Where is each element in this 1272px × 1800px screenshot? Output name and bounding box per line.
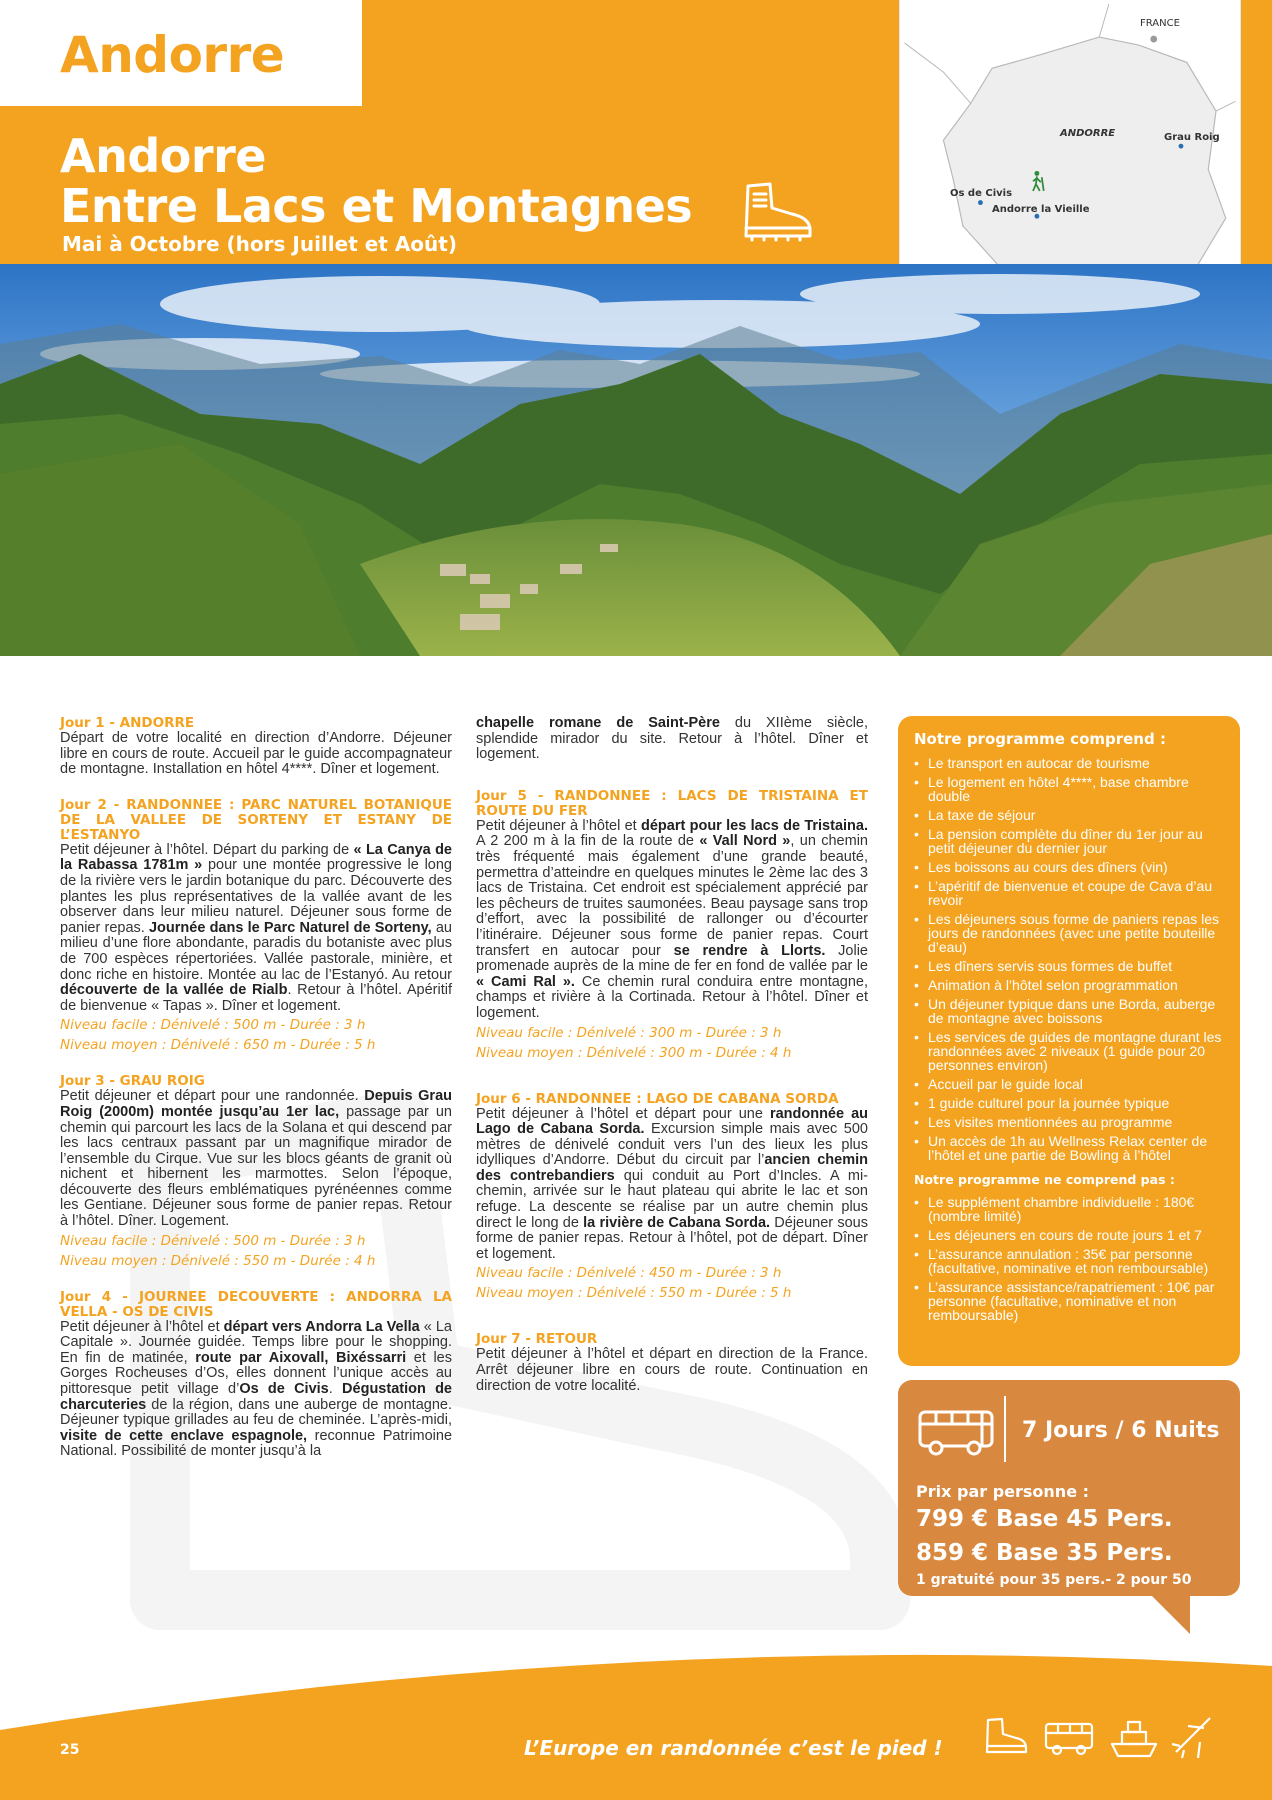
day-title: Jour 5 - RANDONNEE : LACS DE TRISTAINA ET ROUTE DU FER — [476, 787, 868, 819]
country-name: Andorre — [60, 26, 285, 84]
list-item: • Les visites mentionnées au programme — [914, 1115, 1224, 1129]
price-label: Prix par personne : — [916, 1482, 1090, 1501]
price-base-35: 859 € Base 35 Pers. — [916, 1540, 1173, 1566]
excluded-heading: Notre programme ne comprend pas : — [914, 1172, 1175, 1187]
day-4-continued — [476, 716, 868, 763]
country-tab — [0, 0, 362, 106]
level-easy: Niveau facile : Dénivelé : 500 m - Durée : 3 h — [60, 1232, 366, 1249]
map-label-andorre-la-vieille: Andorre la Vieille — [992, 204, 1090, 215]
france-marker — [1150, 36, 1157, 43]
program-inclusions-box — [898, 716, 1240, 1366]
itinerary-column-left — [60, 716, 452, 1480]
hiking-boot-icon — [740, 180, 816, 244]
page-title-line1: Andorre — [60, 129, 266, 183]
map-label-france: FRANCE — [1140, 18, 1180, 29]
list-item: • Les déjeuners en cours de route jours 1 et 7 — [914, 1228, 1224, 1242]
price-box — [898, 1380, 1240, 1596]
list-item: • L’assurance annulation : 35€ par personne (facultative, nominative et non remboursable) — [914, 1247, 1224, 1275]
list-item: • Le transport en autocar de tourisme — [914, 756, 1224, 770]
footer-transport-icons — [984, 1714, 1216, 1764]
day-4 — [60, 1290, 452, 1460]
day-title: Jour 2 - RANDONNEE : PARC NATUREL BOTANIQUE DE LA VALLEE DE SORTENY ET ESTANY DE L’ESTANYO — [60, 796, 452, 843]
level-easy: Niveau facile : Dénivelé : 450 m - Durée : 3 h — [476, 1265, 782, 1282]
bus-icon — [916, 1402, 996, 1462]
trip-duration: 7 Jours / 6 Nuits — [1022, 1418, 1220, 1443]
list-item: • Les dîners servis sous formes de buffet — [914, 959, 1224, 973]
day-description: Petit déjeuner à l’hôtel et départ vers Andorra La Vella « La Capitale ». Journée guidée. Temps libre pour le shopping. En fin de matinée, route par Aixovall, Bixéssarri et les Gorges Rocheuses d’Os, elles donnent l’unique accès au pittoresque petit village d’Os de Civis. Dégustation de charcuteries de la région, dans une auberge de montagne. Déjeuner typique grillades au feu de cheminée. L’après-midi, visite de cette enclave espagnole, reconnue Patrimoine National. Possibilité de monter jusqu’à la — [60, 1318, 453, 1460]
map-svg — [904, 4, 1236, 298]
list-item: • La pension complète du dîner du 1er jour au petit déjeuner du dernier jour — [914, 827, 1224, 855]
location-map — [900, 0, 1240, 302]
list-item: • Accueil par le guide local — [914, 1077, 1224, 1091]
page-number: 25 — [60, 1742, 80, 1758]
list-item: • Un accès de 1h au Wellness Relax center de l’hôtel et une partie de Bowling à l’hôtel — [914, 1134, 1224, 1162]
price-box-pointer — [1150, 1594, 1190, 1634]
day-description: Petit déjeuner et départ pour une randonnée. Depuis Grau Roig (2000m) montée jusqu’au 1er lac, passage par un chemin qui parcourt les lacs de la Solana et qui descend par les lacs centraux passant par un magnifique mirador de l’ensemble du Cirque. Vue sur les blocs géants de granit où nichent et hibernent les marmottes. Selon l’époque, découverte des fleurs emblématiques pyrénéennes comme les Gentiane. Déjeuner sous forme de panier repas. Retour à l’hôtel. Dîner. Logement. — [60, 1088, 452, 1230]
list-item: • L’assurance assistance/rapatriement : 10€ par personne (facultative, nominative et non remboursable) — [914, 1280, 1224, 1322]
valley-panorama-photo — [0, 264, 1272, 656]
day-7 — [476, 1332, 868, 1394]
day-3 — [60, 1074, 452, 1269]
level-medium: Niveau moyen : Dénivelé : 650 m - Durée : 5 h — [60, 1037, 376, 1054]
list-item: • 1 guide culturel pour la journée typique — [914, 1096, 1224, 1110]
day-title: Jour 7 - RETOUR — [476, 1331, 598, 1348]
list-item: • Le logement en hôtel 4****, base chambre double — [914, 775, 1224, 803]
excluded-list — [914, 1195, 1224, 1322]
page-subtitle: Mai à Octobre (hors Juillet et Août) — [62, 232, 457, 256]
itinerary-column-middle — [476, 716, 868, 1414]
map-label-andorre: ANDORRE — [1060, 128, 1116, 139]
day-description: Petit déjeuner à l’hôtel et départ pour une randonnée au Lago de Cabana Sorda. Excursion simple mais avec 500 mètres de dénivelé conduit vers l’un des lieux les plus idylliques d’Andorre. Début du circuit par l’ancien chemin des contrebandiers qui conduit au Port d’Incles. A mi-chemin, arrivée sur le haut plateau qui abrite le lac et son refuge. La descente se réalise par un autre chemin plus direct le long de la rivière de Cabana Sorda. Déjeuner sous forme de panier repas. Retour à l’hôtel, pot de départ. Dîner et logement. — [476, 1105, 869, 1262]
day-title: Jour 4 - JOURNEE DECOUVERTE : ANDORRA LA VELLA - OS DE CIVIS — [60, 1288, 452, 1320]
day-description: Petit déjeuner à l’hôtel et départ pour les lacs de Tristaina. A 2 200 m à la fin de la route de « Vall Nord », un chemin très fréquenté mais également d’une grande beauté, permettra d’atteindre en quelques minutes le 2ème lac des 3 lacs de Tristaina. Cet endroit est spécialement apprécié par les pêcheurs de truites saumonées. Beau paysage sans trop d’effort, avec la possibilité de rallonger ou d’écourter l’itinéraire. Déjeuner sous forme de panier repas. Court transfert en autocar pour se rendre à Llorts. Jolie promenade auprès de la mine de fer en fond de vallée par le « Cami Ral ». Ce chemin rural conduira entre montagne, champs et rivière à la Cortinada. Retour à l’hôtel. Dîner et logement. — [476, 817, 869, 1021]
map-label-grau-roig: Grau Roig — [1164, 132, 1220, 143]
day-title: Jour 1 - ANDORRE — [60, 715, 195, 731]
list-item: • Les services de guides de montagne durant les randonnées avec 2 niveaux (1 guide pour 20 personnes environ) — [914, 1030, 1224, 1072]
day-2 — [60, 798, 452, 1055]
day-title: Jour 6 - RANDONNEE : LAGO DE CABANA SORDA — [476, 1090, 839, 1107]
map-label-os-de-civis: Os de Civis — [950, 188, 1013, 199]
list-item: • Un déjeuner typique dans une Borda, auberge de montagne avec boissons — [914, 997, 1224, 1025]
day-1 — [60, 716, 452, 778]
included-heading: Notre programme comprend : — [914, 730, 1166, 748]
bus-icon — [1046, 1724, 1092, 1754]
boot-icon — [987, 1719, 1026, 1752]
list-item: • L’apéritif de bienvenue et coupe de Cava d’au revoir — [914, 879, 1224, 907]
day-description: Petit déjeuner à l’hôtel. Départ du parking de « La Canya de la Rabassa 1781m » pour une montée progressive le long de la rivière vers le jardin botanique du parc. Découverte des plantes les plus représentatives de la vallée avant de les observer dans leur milieu naturel. Déjeuner sous forme de panier repas. Journée dans le Parc Naturel de Sorteny, au milieu d’une flore abondante, paradis du botaniste avec plus de 700 espèces répertoriées. Vallée pastorale, minière, et donc riche en histoire. Montée au lac de l’Estanyó. Au retour découverte de la vallée de Rialb. Retour à l’hôtel. Apéritif de bienvenue « Tapas ». Dîner et logement. — [60, 841, 452, 1014]
day-5 — [476, 789, 868, 1062]
day-6 — [476, 1092, 868, 1303]
page-title-line2: Entre Lacs et Montagnes — [60, 179, 693, 233]
level-easy: Niveau facile : Dénivelé : 500 m - Durée : 3 h — [60, 1017, 366, 1034]
level-medium: Niveau moyen : Dénivelé : 300 m - Durée : 4 h — [476, 1044, 792, 1061]
price-free-places-note: 1 gratuité pour 35 pers.- 2 pour 50 — [916, 1572, 1192, 1588]
list-item: • La taxe de séjour — [914, 808, 1224, 822]
day-description: chapelle romane de Saint-Père du XIIème siècle, splendide mirador du site. Retour à l’hôtel. Dîner et logement. — [476, 715, 869, 763]
list-item: • Les boissons au cours des dîners (vin) — [914, 860, 1224, 874]
day-title: Jour 3 - GRAU ROIG — [60, 1073, 205, 1090]
list-item: • Animation à l’hôtel selon programmation — [914, 978, 1224, 992]
price-divider — [1004, 1396, 1006, 1462]
level-medium: Niveau moyen : Dénivelé : 550 m - Durée : 4 h — [60, 1252, 376, 1269]
plane-icon — [1172, 1718, 1210, 1758]
footer-slogan: L’Europe en randonnée c’est le pied ! — [524, 1736, 943, 1760]
list-item: • Les déjeuners sous forme de paniers repas les jours de randonnées (avec une petite bouteille d’eau) — [914, 912, 1224, 954]
included-list — [914, 756, 1224, 1162]
day-description: Départ de votre localité en direction d’Andorre. Déjeuner libre en cours de route. Accueil par le guide accompagnateur de montagne. Installation en hôtel 4****. Dîner et logement. — [60, 730, 452, 778]
day-description: Petit déjeuner à l’hôtel et départ en direction de la France. Arrêt déjeuner libre en cours de route. Continuation en direction de votre localité. — [476, 1346, 868, 1394]
level-easy: Niveau facile : Dénivelé : 300 m - Durée : 3 h — [476, 1024, 782, 1041]
price-base-45: 799 € Base 45 Pers. — [916, 1506, 1173, 1532]
level-medium: Niveau moyen : Dénivelé : 550 m - Durée : 5 h — [476, 1285, 792, 1302]
list-item: • Le supplément chambre individuelle : 180€ (nombre limité) — [914, 1195, 1224, 1223]
ship-icon — [1112, 1722, 1156, 1756]
